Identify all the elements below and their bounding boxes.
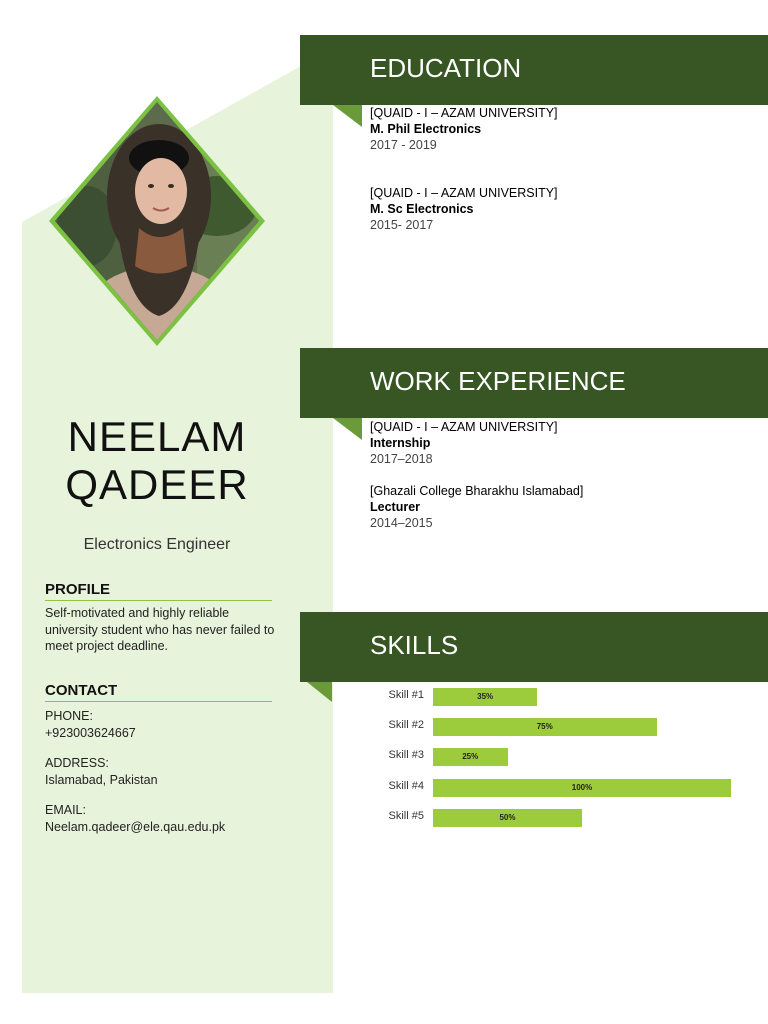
work-years: 2014–2015: [370, 516, 433, 530]
education-degree: M. Phil Electronics: [370, 122, 482, 136]
skill-row: [370, 718, 768, 736]
contact-block: [45, 708, 280, 849]
work-org: [QUAID - I – AZAM UNIVERSITY]: [370, 420, 558, 434]
education-fold-icon: [333, 105, 363, 127]
education-years: 2015- 2017: [370, 218, 434, 232]
profile-heading: PROFILE: [45, 581, 272, 601]
skills-banner: [300, 612, 768, 682]
work-entry-2: [370, 483, 583, 531]
work-heading: WORK EXPERIENCE: [370, 366, 626, 396]
contact-email: [45, 802, 280, 835]
work-fold-icon: [333, 418, 363, 440]
education-years: 2017 - 2019: [370, 138, 437, 152]
job-title: Electronics Engineer: [83, 536, 231, 553]
work-banner: [300, 348, 768, 418]
full-name: [22, 413, 292, 509]
phone-value: +923003624667: [45, 725, 136, 740]
profile-text: Self-motivated and highly reliable university student who has never failed to meet project deadline.: [45, 606, 275, 653]
education-org: [QUAID - I – AZAM UNIVERSITY]: [370, 106, 558, 120]
skill-bar: 25%: [433, 748, 508, 766]
skill-bar: 75%: [433, 718, 657, 736]
email-label: EMAIL:: [45, 803, 86, 817]
skill-label: Skill #3: [388, 749, 424, 762]
education-entry-1: [370, 105, 558, 153]
contact-phone: [45, 708, 280, 741]
education-entry-2: [370, 185, 558, 233]
education-org: [QUAID - I – AZAM UNIVERSITY]: [370, 186, 558, 200]
work-role: Lecturer: [370, 500, 421, 514]
skill-label: Skill #2: [388, 719, 424, 732]
person-photo-icon: [47, 96, 267, 348]
skill-row: [370, 688, 768, 706]
phone-label: PHONE:: [45, 709, 93, 723]
address-label: ADDRESS:: [45, 756, 109, 770]
last-name: QADEER: [65, 461, 249, 508]
email-value[interactable]: Neelam.qadeer@ele.qau.edu.pk: [45, 819, 226, 834]
education-banner: [300, 35, 768, 105]
contact-heading: CONTACT: [45, 682, 272, 702]
skill-label: Skill #5: [388, 809, 424, 822]
contact-address: [45, 755, 280, 788]
work-entry-1: [370, 419, 558, 467]
skill-row: [370, 779, 768, 797]
work-years: 2017–2018: [370, 452, 433, 466]
skill-row: [370, 809, 768, 827]
skill-row: [370, 748, 768, 766]
address-value: Islamabad, Pakistan: [45, 772, 158, 787]
skill-bar: 50%: [433, 809, 582, 827]
first-name: NEELAM: [67, 413, 247, 460]
skills-fold-icon: [307, 682, 333, 702]
skill-label: Skill #4: [388, 779, 424, 792]
profile-photo: [47, 96, 267, 348]
skills-heading: SKILLS: [370, 630, 459, 660]
work-org: [Ghazali College Bharakhu Islamabad]: [370, 484, 584, 498]
skill-label: Skill #1: [388, 689, 424, 701]
skill-bar: 35%: [433, 688, 537, 706]
education-heading: EDUCATION: [370, 53, 522, 83]
skill-bar: 100%: [433, 779, 731, 797]
education-degree: M. Sc Electronics: [370, 202, 474, 216]
work-role: Internship: [370, 436, 431, 450]
